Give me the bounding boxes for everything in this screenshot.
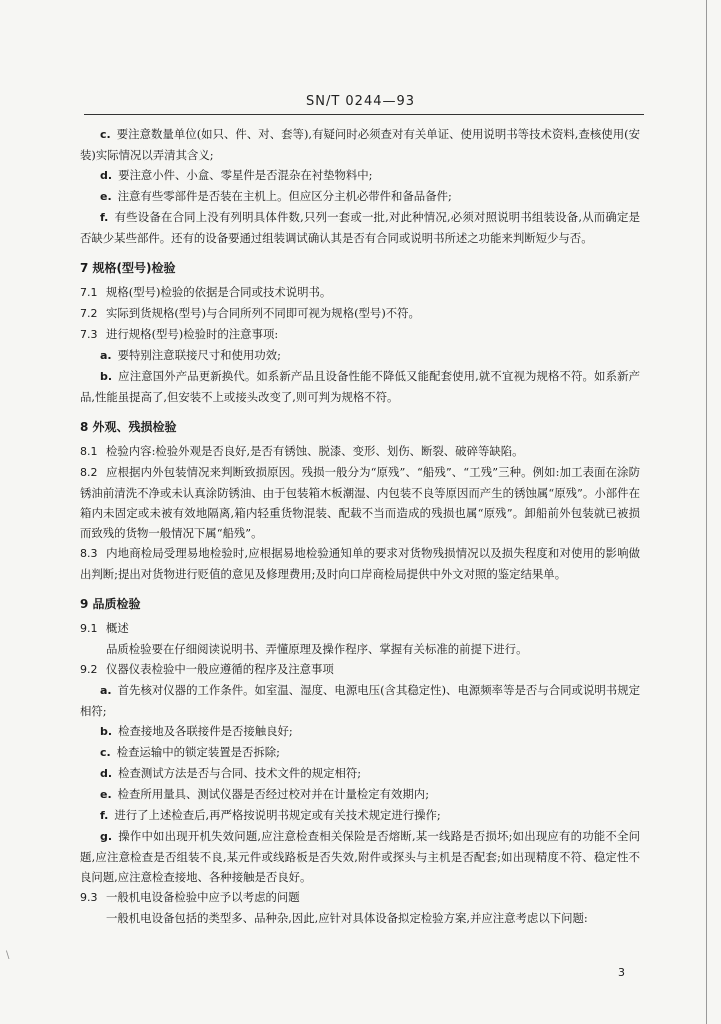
- section-heading: 8 外观、残损检验: [80, 420, 177, 434]
- list-item-marker: e.: [100, 190, 112, 203]
- list-item: [80, 366, 640, 407]
- list-item-marker: d.: [100, 767, 113, 780]
- clause: [80, 618, 640, 639]
- list-item-marker: f.: [100, 211, 109, 224]
- clause: [80, 543, 640, 584]
- clause-text: 实际到货规格(型号)与合同所列不同即可视为规格(型号)不符。: [106, 306, 420, 320]
- list-item-text: 进行了上述检查后,再严格按说明书规定或有关技术规定进行操作;: [114, 808, 441, 822]
- list-item-marker: f.: [100, 809, 109, 822]
- page-edge-line: [706, 0, 707, 1024]
- clause-number: 7.3: [80, 328, 98, 341]
- section-heading: 7 规格(型号)检验: [80, 261, 176, 275]
- clause-text: 检验内容:检验外观是否良好,是否有锈蚀、脱漆、变形、划伤、断裂、破碎等缺陷。: [106, 444, 524, 458]
- list-item: [80, 680, 640, 721]
- clause-text: 进行规格(型号)检验时的注意事项:: [106, 327, 279, 341]
- clause: [80, 441, 640, 462]
- list-item-text: 应注意国外产品更新换代。如系新产品且设备性能不降低又能配套使用,就不宜视为规格不符。如系新产品,性能虽提高了,但安装不上或接头改变了,则可判为规格不符。: [80, 369, 640, 404]
- clause: [80, 282, 640, 303]
- clause: [80, 303, 640, 324]
- standard-header: SN/T 0244—93: [305, 94, 416, 109]
- document-body: [80, 124, 640, 928]
- list-item-text: 检查所用量具、测试仪器是否经过校对并在计量检定有效期内;: [117, 787, 430, 801]
- clause-text: 规格(型号)检验的依据是合同或技术说明书。: [106, 285, 332, 299]
- clause: [80, 659, 640, 680]
- clause-number: 9.2: [80, 663, 98, 676]
- list-item: [80, 186, 640, 207]
- clause-number: 7.2: [80, 307, 98, 320]
- list-item-text: 要注意小件、小盒、零星件是否混杂在衬垫物料中;: [118, 168, 373, 182]
- list-item-text: 检查运输中的锁定装置是否拆除;: [116, 745, 281, 759]
- clause: [80, 324, 640, 345]
- clause-text: 内地商检局受理易地检验时,应根据易地检验通知单的要求对货物残损情况以及损失程度和对使用的影响做出判断;提出对货物进行贬值的意见及修理费用;及时向口岸商检局提供中外文对照的鉴定结果单。: [80, 546, 640, 581]
- section-heading: 9 品质检验: [80, 597, 141, 611]
- list-item: [80, 721, 640, 742]
- list-item-text: 有些设备在合同上没有列明具体件数,只列一套或一批,对此种情况,必须对照说明书组装设备,从而确定是否缺少某些部件。还有的设备要通过组装调试确认其是否有合同或说明书所述之功能来判断短少与否。: [80, 210, 640, 245]
- clause-number: 8.3: [80, 547, 98, 560]
- list-item-text: 要注意数量单位(如只、件、对、套等),有疑问时必须查对有关单证、使用说明书等技术资料,查核使用(安装)实际情况以弄清其含义;: [80, 127, 640, 162]
- list-item-text: 要特别注意联接尺寸和使用功效;: [117, 348, 281, 362]
- list-item-marker: e.: [100, 788, 112, 801]
- clause-number: 9.1: [80, 622, 98, 635]
- list-item: [80, 124, 640, 165]
- list-item-marker: b.: [100, 370, 113, 383]
- list-item-marker: a.: [100, 684, 112, 697]
- list-item: [80, 345, 640, 366]
- list-item-text: 注意有些零部件是否装在主机上。但应区分主机必带件和备品备件;: [117, 189, 452, 203]
- list-item-marker: c.: [100, 746, 111, 759]
- list-item-text: 首先核对仪器的工作条件。如室温、湿度、电源电压(含其稳定性)、电源频率等是否与合同或说明书规定相符;: [80, 683, 640, 718]
- header-rule: [84, 114, 644, 115]
- page-number: 3: [618, 966, 625, 979]
- list-item-text: 检查测试方法是否与合同、技术文件的规定相符;: [118, 766, 362, 780]
- list-item-text: 检查接地及各联接件是否接触良好;: [118, 724, 293, 738]
- clause-text: 一般机电设备检验中应予以考虑的问题: [106, 890, 300, 904]
- list-item: [80, 784, 640, 805]
- list-item-marker: c.: [100, 128, 111, 141]
- list-item-marker: a.: [100, 349, 112, 362]
- clause-text: 仪器仪表检验中一般应遵循的程序及注意事项: [106, 662, 334, 676]
- list-item: [80, 763, 640, 784]
- clause-text: 概述: [106, 621, 129, 635]
- list-item: [80, 805, 640, 826]
- list-item-marker: d.: [100, 169, 113, 182]
- paragraph: 一般机电设备包括的类型多、品种杂,因此,应针对具体设备拟定检验方案,并应注意考虑以下问题:: [106, 911, 588, 925]
- list-item: [80, 742, 640, 763]
- list-item-marker: g.: [100, 830, 113, 843]
- clause: [80, 462, 640, 543]
- scan-speck: \: [6, 950, 10, 961]
- paragraph: 品质检验要在仔细阅读说明书、弄懂原理及操作程序、掌握有关标准的前提下进行。: [106, 642, 528, 656]
- list-item: [80, 826, 640, 887]
- list-item: [80, 207, 640, 248]
- clause-number: 8.1: [80, 445, 98, 458]
- clause-number: 7.1: [80, 286, 98, 299]
- list-item-marker: b.: [100, 725, 113, 738]
- clause-number: 8.2: [80, 466, 98, 479]
- clause-text: 应根据内外包装情况来判断致损原因。残损一般分为“原残”、“船残”、“工残”三种。例如:加工表面在涂防锈油前清洗不净或未认真涂防锈油、由于包装箱木板潮湿、内包装不良等原因而产生的锈蚀属“原残”。小部件在箱内未固定或未被有效地隔离,箱内轻重货物混装、配载不当而造成的残损也属“原残”。卸船前外包装就已被损而致残的货物一般情况下属“船残”。: [80, 465, 640, 540]
- clause: [80, 887, 640, 908]
- clause-number: 9.3: [80, 891, 98, 904]
- list-item: [80, 165, 640, 186]
- list-item-text: 操作中如出现开机失效问题,应注意检查相关保险是否熔断,某一线路是否损坏;如出现应有的功能不全问题,应注意检查是否组装不良,某元件或线路板是否失效,附件或探头与主机是否配套;如出现精度不符、稳定性不良问题,应注意检查接地、各种接触是否良好。: [80, 829, 640, 884]
